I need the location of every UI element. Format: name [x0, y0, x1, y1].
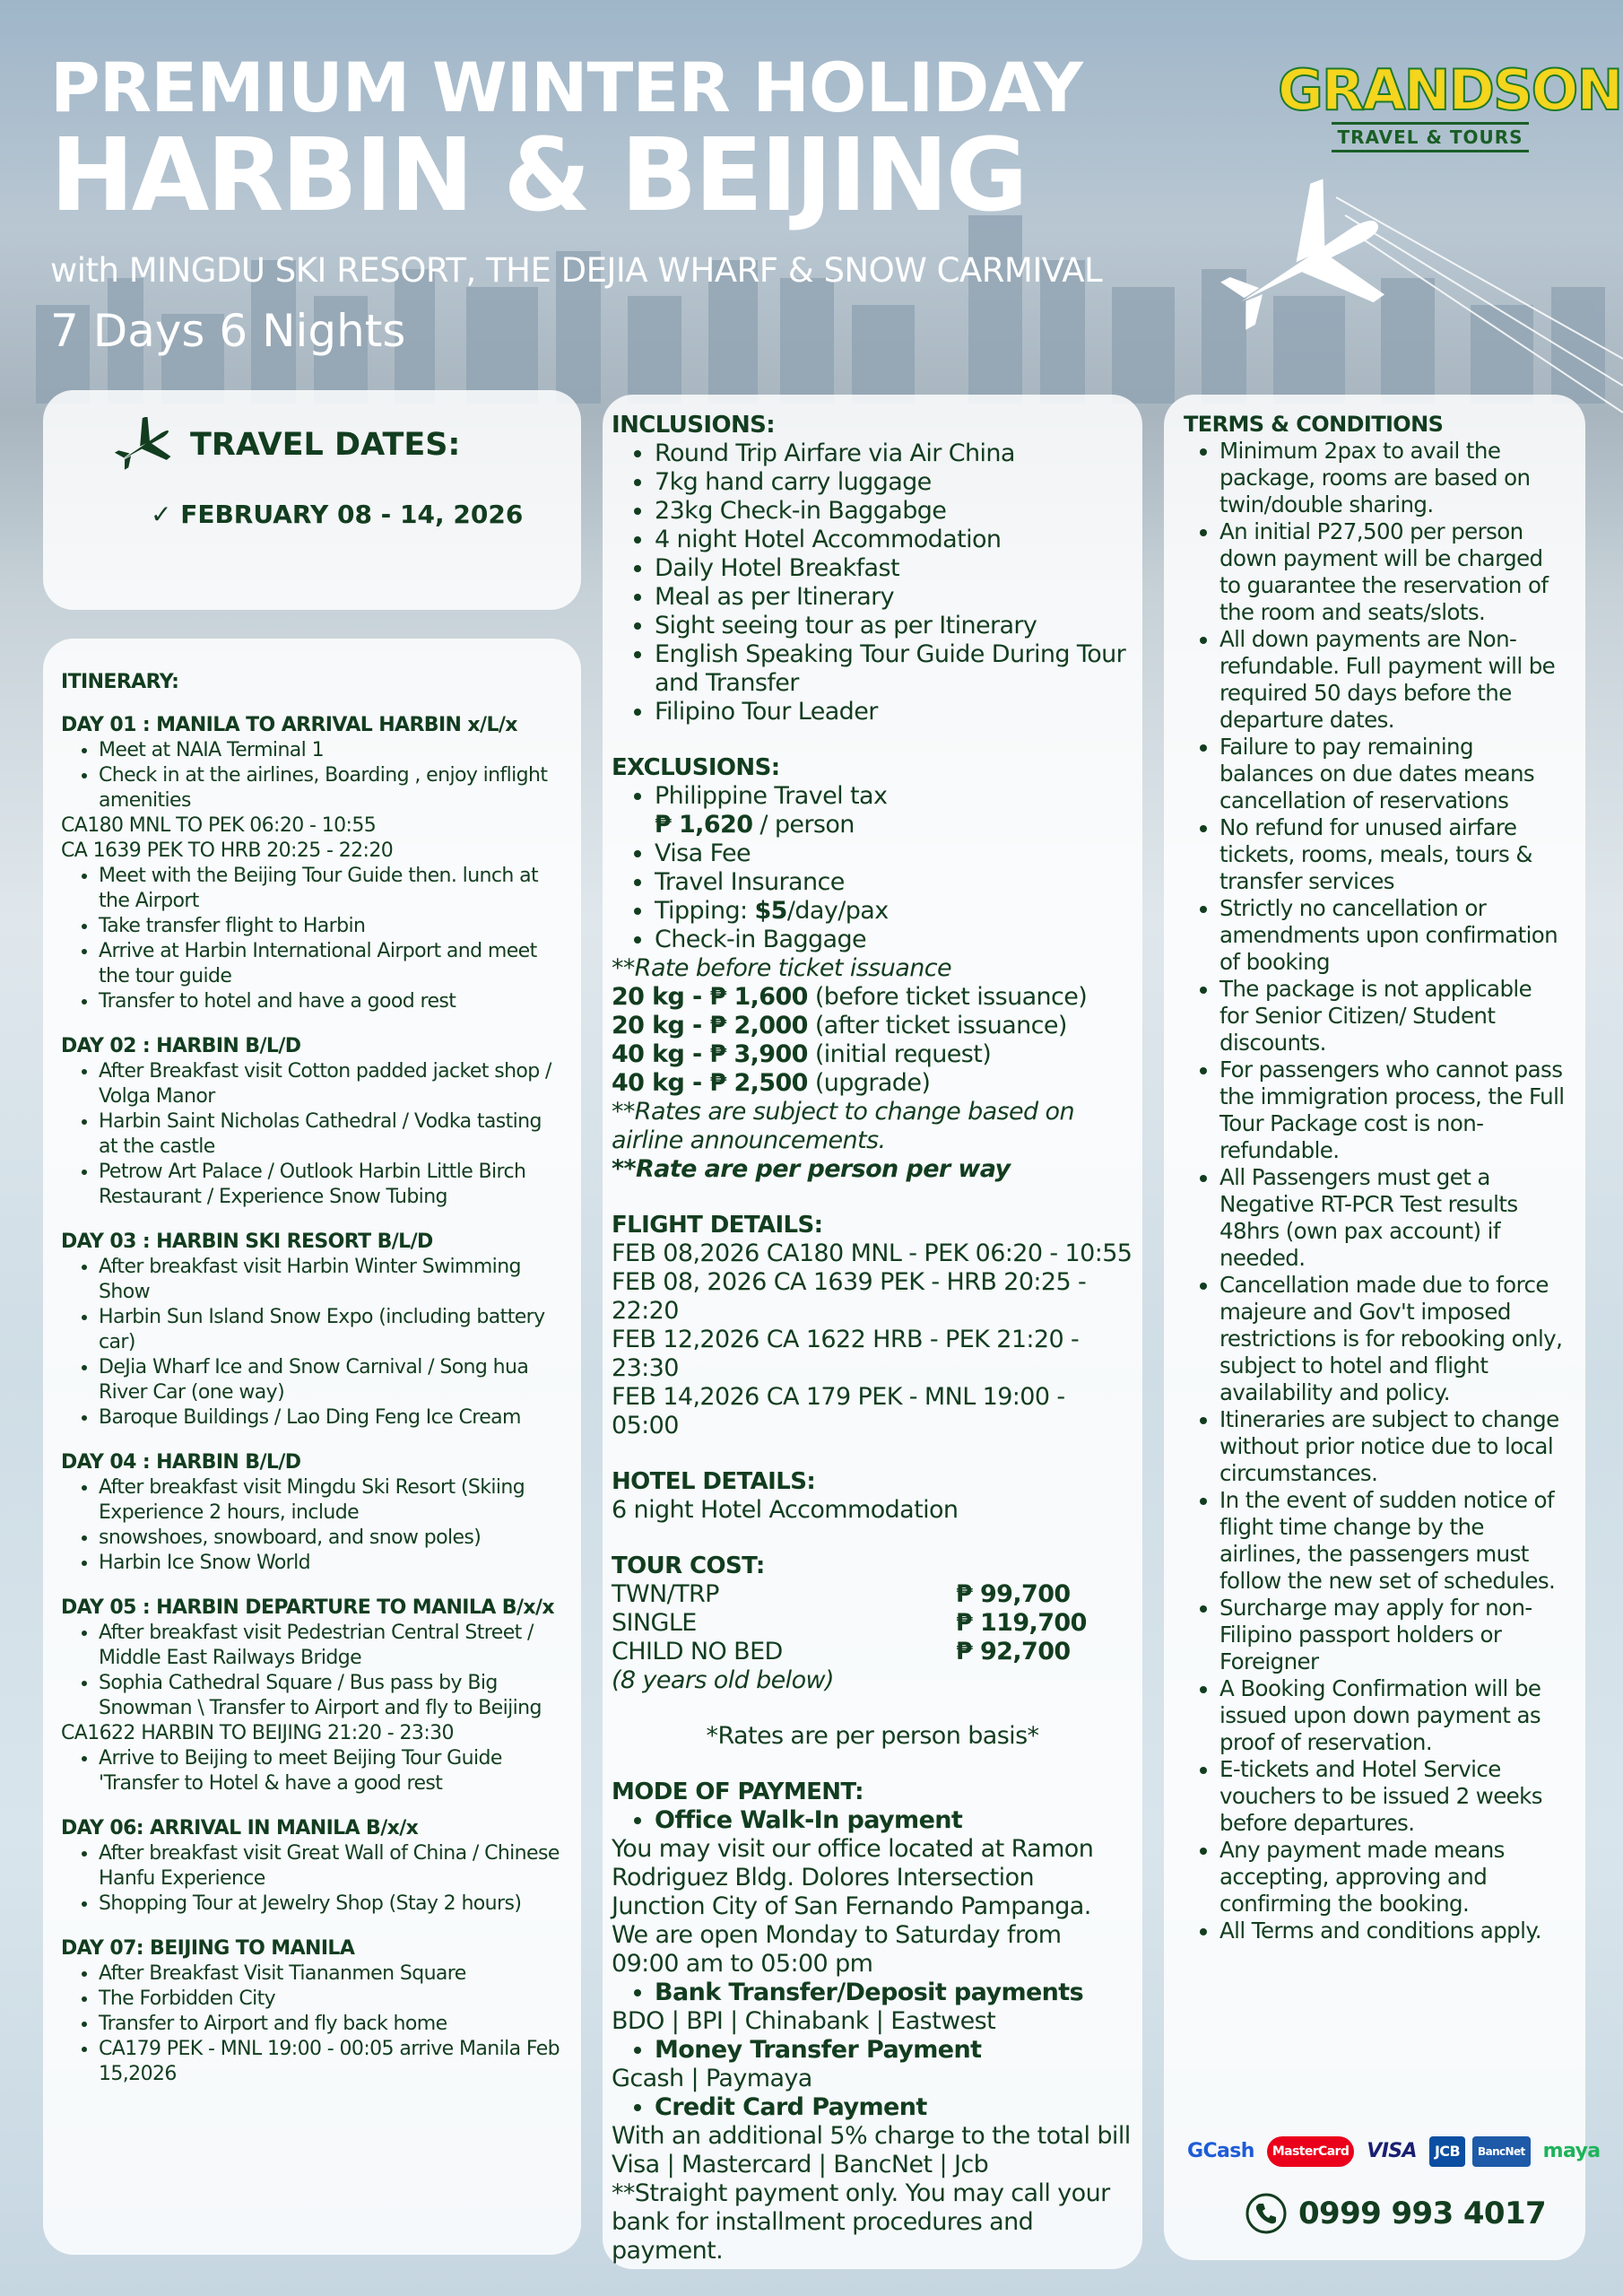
flight-line: CA1622 HARBIN TO BEIJING 21:20 - 23:30: [61, 1722, 454, 1744]
day-activities: [61, 1746, 563, 1796]
list-item: • Transfer to hotel and have a good rest: [99, 989, 563, 1014]
visa-logo: VISA: [1367, 2140, 1417, 2162]
list-item: • Check-in Baggage: [655, 926, 1133, 954]
exclusions-list: [612, 782, 1133, 954]
flight-line: FEB 08, 2026 CA 1639 PEK - HRB 20:25 - 22:20: [612, 1268, 1087, 1325]
itinerary-day: [61, 1034, 563, 1210]
list-item: • Round Trip Airfare via Air China: [655, 439, 1133, 468]
baggage-weight: 40 kg - ₱ 3,900: [612, 1040, 808, 1068]
flight-line: FEB 08,2026 CA180 MNL - PEK 06:20 - 10:55: [612, 1239, 1133, 1267]
list-item: • 23kg Check-in Baggabge: [655, 497, 1133, 526]
flight-line: CA180 MNL TO PEK 06:20 - 10:55: [61, 814, 377, 837]
list-item: • Filipino Tour Leader: [655, 698, 1133, 726]
day-heading: DAY 06: ARRIVAL IN MANILA B/x/x: [61, 1817, 419, 1839]
baggage-rate: [612, 1069, 1133, 1098]
logo-name: GRANDSON: [1278, 57, 1622, 123]
card-payment-note: **Straight payment only. You may call your bank for installment procedures and payment.: [612, 2179, 1110, 2265]
office-payment-text: You may visit our office located at Ramon Rodriguez Bldg. Dolores Intersection Junction City of San Fernando Pampanga. We are open Monday to Saturday from 09:00 am to 05:00 pm: [612, 1835, 1094, 1978]
day-heading: DAY 03 : HARBIN SKI RESORT B/L/D: [61, 1231, 433, 1253]
travel-dates-card: [43, 390, 581, 610]
day-activities: [61, 1841, 563, 1917]
list-item: • CA179 PEK - MNL 19:00 - 00:05 arrive Manila Feb 15,2026: [99, 2037, 563, 2087]
itinerary-day: [61, 1450, 563, 1576]
list-item: • Visa Fee: [655, 839, 1133, 868]
itinerary-day: [61, 1936, 563, 2087]
day-heading: DAY 04 : HARBIN B/L/D: [61, 1451, 301, 1474]
flight-line: FEB 12,2026 CA 1622 HRB - PEK 21:20 - 23:30: [612, 1326, 1080, 1382]
contact-phone[interactable]: [1245, 2192, 1546, 2235]
list-item: • Cancellation made due to force majeure and Gov't imposed restrictions is for rebooking only, subject to hotel and flight availability and policy.: [1219, 1272, 1566, 1406]
day-activities: [61, 864, 563, 1014]
money-transfer-text: Gcash | Paymaya: [612, 2065, 812, 2092]
airplane-icon: [115, 417, 174, 473]
baggage-weight: 40 kg - ₱ 2,500: [612, 1069, 808, 1097]
list-item: • Shopping Tour at Jewelry Shop (Stay 2 hours): [99, 1892, 563, 1917]
tour-cost-title: TOUR COST:: [612, 1552, 765, 1579]
list-item: • Tipping: $5/day/pax: [655, 897, 1133, 926]
mastercard-logo: MasterCard: [1267, 2136, 1354, 2167]
room-price: ₱ 99,700: [956, 1580, 1071, 1608]
bancnet-logo: BancNet: [1472, 2136, 1531, 2167]
card-payment-text: With an additional 5% charge to the total bill: [612, 2122, 1131, 2150]
gcash-logo: GCash: [1187, 2140, 1254, 2162]
payment-logos: [1182, 2136, 1606, 2167]
list-item: • 4 night Hotel Accommodation: [655, 526, 1133, 554]
list-item: • Meet at NAIA Terminal 1: [99, 738, 563, 763]
rate-note: **Rate before ticket issuance: [612, 954, 951, 982]
jcb-logo: JCB: [1429, 2136, 1465, 2167]
flight-details-title: FLIGHT DETAILS:: [612, 1212, 823, 1239]
list-item: • DeJia Wharf Ice and Snow Carnival / Song hua River Car (one way): [99, 1355, 563, 1405]
phone-icon: [1245, 2192, 1288, 2235]
list-item: • All Terms and conditions apply.: [1219, 1918, 1566, 1944]
list-item: • Harbin Sun Island Snow Expo (including battery car): [99, 1305, 563, 1355]
travel-date-value: ✓ FEBRUARY 08 - 14, 2026: [151, 500, 524, 529]
rate-change-note: **Rates are subject to change based on airline announcements.: [612, 1098, 1074, 1154]
travel-dates-title: TRAVEL DATES:: [190, 427, 461, 463]
list-item: • Daily Hotel Breakfast: [655, 554, 1133, 583]
list-item: • Arrive to Beijing to meet Beijing Tour Guide 'Transfer to Hotel & have a good rest: [99, 1746, 563, 1796]
list-item: • After Breakfast visit Cotton padded jacket shop / Volga Manor: [99, 1059, 563, 1109]
list-item: • An initial P27,500 per person down payment will be charged to guarantee the reservation of the room and seats/slots.: [1219, 518, 1566, 626]
day-heading: DAY 05 : HARBIN DEPARTURE TO MANILA B/x/x: [61, 1596, 554, 1619]
payment-title: MODE OF PAYMENT:: [612, 1779, 864, 1805]
inclusions-title: INCLUSIONS:: [612, 412, 776, 439]
list-item: • snowshoes, snowboard, and snow poles): [99, 1526, 563, 1551]
money-transfer-title: Money Transfer Payment: [655, 2036, 982, 2064]
list-item: • English Speaking Tour Guide During Tour and Transfer: [655, 640, 1133, 698]
bank-payment-text: BDO | BPI | Chinabank | Eastwest: [612, 2007, 996, 2035]
subtitle: with MINGDU SKI RESORT, THE DEJIA WHARF & SNOW CARMIVAL: [50, 251, 1103, 290]
travel-tax-amount: ₱ 1,620: [655, 811, 753, 839]
cost-row: [612, 1580, 1133, 1609]
list-item: • Any payment made means accepting, approving and confirming the booking.: [1219, 1837, 1566, 1918]
room-type: CHILD NO BED: [612, 1638, 783, 1665]
list-item: • Harbin Saint Nicholas Cathedral / Vodka tasting at the castle: [99, 1109, 563, 1160]
baggage-note: (after ticket issuance): [807, 1012, 1067, 1039]
baggage-note: (initial request): [807, 1040, 992, 1068]
list-item: • Check in at the airlines, Boarding , enjoy inflight amenities: [99, 763, 563, 813]
baggage-note: (upgrade): [807, 1069, 931, 1097]
cost-row: [612, 1609, 1133, 1638]
list-item: • After breakfast visit Harbin Winter Swimming Show: [99, 1255, 563, 1305]
list-item: • After breakfast visit Great Wall of China / Chinese Hanfu Experience: [99, 1841, 563, 1892]
list-item: • Travel Insurance: [655, 868, 1133, 897]
title-line1: PREMIUM WINTER HOLIDAY: [50, 48, 1082, 127]
baggage-rate: [612, 1040, 1133, 1069]
travel-dates-heading: [115, 417, 460, 473]
list-item: • In the event of sudden notice of flight time change by the airlines, the passengers must follow the new set of schedules.: [1219, 1487, 1566, 1595]
logo-tagline: TRAVEL & TOURS: [1332, 122, 1528, 152]
room-price: ₱ 92,700: [956, 1638, 1071, 1665]
office-payment-title: Office Walk-In payment: [655, 1806, 963, 1834]
day-activities: [61, 1255, 563, 1431]
phone-number: 0999 993 4017: [1298, 2196, 1547, 2231]
day-activities: [61, 1961, 563, 2087]
list-item: • Baroque Buildings / Lao Ding Feng Ice Cream: [99, 1405, 563, 1431]
list-item: • E-tickets and Hotel Service vouchers to be issued 2 weeks before departures.: [1219, 1756, 1566, 1837]
day-activities: [61, 1621, 563, 1721]
list-item: • Take transfer flight to Harbin: [99, 914, 563, 939]
terms-list: [1184, 438, 1566, 1944]
day-activities: [61, 738, 563, 813]
list-item: • Itineraries are subject to change without prior notice due to local circumstances.: [1219, 1406, 1566, 1487]
brand-logo: [1278, 57, 1622, 152]
inclusions-list: [612, 439, 1133, 726]
exclusions-title: EXCLUSIONS:: [612, 754, 780, 781]
baggage-rate: [612, 1012, 1133, 1040]
details-card: [603, 395, 1142, 2269]
card-payment-title: Credit Card Payment: [655, 2093, 927, 2121]
day-activities: [61, 1475, 563, 1576]
day-activities: [61, 1059, 563, 1210]
list-item: • Minimum 2pax to avail the package, rooms are based on twin/double sharing.: [1219, 438, 1566, 518]
hotel-details-text: 6 night Hotel Accommodation: [612, 1496, 959, 1524]
header: [50, 48, 1082, 234]
itinerary-days: [61, 713, 563, 2087]
itinerary-day: [61, 713, 563, 1014]
list-item: • Arrive at Harbin International Airport and meet the tour guide: [99, 939, 563, 989]
list-item: • Meet with the Beijing Tour Guide then. lunch at the Airport: [99, 864, 563, 914]
list-item: • Sight seeing tour as per Itinerary: [655, 612, 1133, 640]
list-item: • Petrow Art Palace / Outlook Harbin Little Birch Restaurant / Experience Snow Tubing: [99, 1160, 563, 1210]
flight-details-list: [612, 1239, 1133, 1440]
list-item: • For passengers who cannot pass the immigration process, the Full Tour Package cost is non-refundable.: [1219, 1057, 1566, 1164]
terms-title: TERMS & CONDITIONS: [1184, 412, 1444, 437]
flight-line: CA 1639 PEK TO HRB 20:25 - 22:20: [61, 839, 394, 862]
flight-line: FEB 14,2026 CA 179 PEK - MNL 19:00 - 05:00: [612, 1383, 1065, 1439]
cost-row: [612, 1638, 1133, 1666]
itinerary-card: [43, 639, 581, 2255]
maya-logo: maya: [1542, 2140, 1601, 2162]
baggage-note: (before ticket issuance): [807, 983, 1088, 1011]
room-type: TWN/TRP: [612, 1580, 719, 1608]
list-item: • The package is not applicable for Senior Citizen/ Student discounts.: [1219, 976, 1566, 1057]
bank-payment-title: Bank Transfer/Deposit payments: [655, 1979, 1084, 2006]
terms-card: [1164, 395, 1601, 2260]
list-item: • No refund for unused airfare tickets, rooms, meals, tours & transfer services: [1219, 814, 1566, 895]
baggage-weight: 20 kg - ₱ 2,000: [612, 1012, 808, 1039]
list-item: • After breakfast visit Mingdu Ski Resort (Skiing Experience 2 hours, include: [99, 1475, 563, 1526]
day-heading: DAY 01 : MANILA TO ARRIVAL HARBIN x/L/x: [61, 714, 517, 736]
duration: 7 Days 6 Nights: [50, 305, 406, 357]
list-item: • Strictly no cancellation or amendments upon confirmation of booking: [1219, 895, 1566, 976]
itinerary-day: [61, 1230, 563, 1431]
room-type: SINGLE: [612, 1609, 697, 1637]
list-item: • Surcharge may apply for non-Filipino passport holders or Foreigner: [1219, 1595, 1566, 1675]
per-way-note: **Rate are per person per way: [612, 1155, 1011, 1183]
rates-basis: *Rates are per person basis*: [706, 1722, 1039, 1750]
itinerary-day: [61, 1596, 563, 1796]
hotel-details-title: HOTEL DETAILS:: [612, 1468, 816, 1495]
list-item: • Transfer to Airport and fly back home: [99, 2012, 563, 2037]
day-heading: DAY 07: BEIJING TO MANILA: [61, 1937, 355, 1960]
airplane-icon: [1202, 161, 1623, 430]
list-item: • Philippine Travel tax ₱ 1,620 / person: [655, 782, 1133, 839]
baggage-rates: [612, 983, 1133, 1098]
title-line2: HARBIN & BEIJING: [50, 117, 1026, 234]
tour-cost-table: [612, 1580, 1133, 1666]
day-heading: DAY 02 : HARBIN B/L/D: [61, 1035, 301, 1057]
list-item: • A Booking Confirmation will be issued upon down payment as proof of reservation.: [1219, 1675, 1566, 1756]
list-item: • After Breakfast Visit Tiananmen Square: [99, 1961, 563, 1987]
list-item: • Harbin Ice Snow World: [99, 1551, 563, 1576]
list-item: • All down payments are Non-refundable. Full payment will be required 50 days before the departure dates.: [1219, 626, 1566, 734]
baggage-rate: [612, 983, 1133, 1012]
room-price: ₱ 119,700: [956, 1609, 1087, 1637]
itinerary-title: ITINERARY:: [61, 671, 179, 693]
list-item: • After breakfast visit Pedestrian Central Street / Middle East Railways Bridge: [99, 1621, 563, 1671]
child-note: (8 years old below): [612, 1666, 834, 1694]
list-item: • Meal as per Itinerary: [655, 583, 1133, 612]
card-brands: Visa | Mastercard | BancNet | Jcb: [612, 2151, 989, 2179]
list-item: • 7kg hand carry luggage: [655, 468, 1133, 497]
itinerary-day: [61, 1816, 563, 1917]
list-item: • The Forbidden City: [99, 1987, 563, 2012]
list-item: • Failure to pay remaining balances on due dates means cancellation of reservations: [1219, 734, 1566, 814]
list-item: • Sophia Cathedral Square / Bus pass by Big Snowman \ Transfer to Airport and fly to Beijing: [99, 1671, 563, 1721]
list-item: • All Passengers must get a Negative RT-PCR Test results 48hrs (own pax account) if needed.: [1219, 1164, 1566, 1272]
baggage-weight: 20 kg - ₱ 1,600: [612, 983, 808, 1011]
